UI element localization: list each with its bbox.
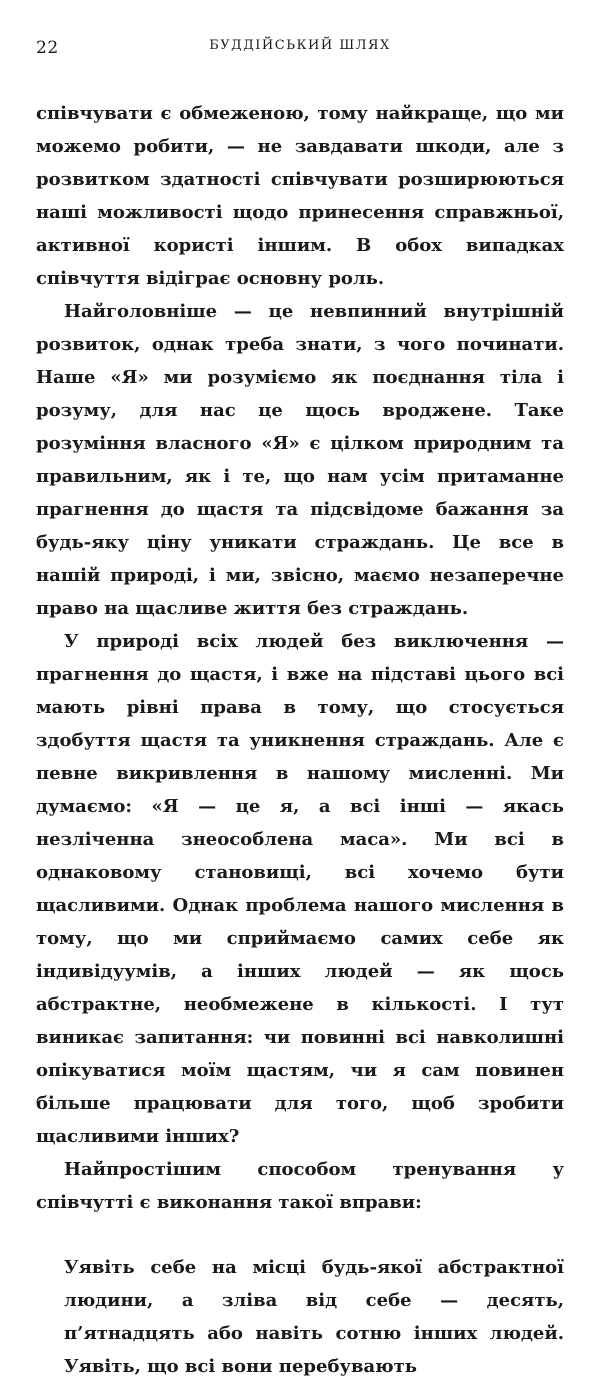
paragraph: У природі всіх людей без виключення — прагнення до щастя, і вже на підставі цього всі мають рівні права в тому, що стосується здобуття щастя та уникнення страждань. Але є певне викривлення в нашому мисленні. Ми думаємо: «Я — це я, а всі інші — якась незліченна знеособлена маса». Ми всі в однаковому становищі, всі хочемо бути щасливими. Однак проблема нашого мислення в тому, що ми сприймаємо самих себе як індивідуумів, а інших людей — як щось абстрактне, необмежене в кількості. І тут виникає запитання: чи повинні всі навколишні опікуватися моїм щастям, чи я сам повинен більше працювати для того, щоб зробити щасливими інших? — [36, 631, 564, 1147]
paragraph: Найпростішим способом тренування у співчутті є виконання такої вправи: — [36, 1159, 564, 1213]
running-title: БУДДІЙСЬКИЙ ШЛЯХ — [209, 38, 391, 53]
page-header — [36, 30, 564, 66]
exercise-block: Уявіть себе на місці будь-якої абстрактної людини, а зліва від себе — десять, п’ятнадцять або навіть сотню інших людей. Уявіть, що всі вони перебувають — [64, 1257, 564, 1377]
paragraph: Найголовніше — це невпинний внутрішній розвиток, однак треба знати, з чого починати. Наше «Я» ми розуміємо як поєднання тіла і розуму, для нас це щось вроджене. Таке розуміння власного «Я» є цілком природним та правильним, як і те, що нам усім притаманне прагнення до щастя та підсвідоме бажання за будь-яку ціну уникати страждань. Це все в нашій природі, і ми, звісно, маємо незаперечне право на щасливе життя без страждань. — [36, 301, 564, 619]
page-number: 22 — [36, 38, 59, 58]
paragraph: співчувати є обмеженою, тому найкраще, що ми можемо робити, — не завдавати шкоди, але з розвитком здатності співчувати розширюються наші можливості щодо принесення справжньої, активної користі іншим. В обох випадках співчуття відіграє основну роль. — [36, 103, 564, 289]
page-body — [36, 97, 564, 1383]
